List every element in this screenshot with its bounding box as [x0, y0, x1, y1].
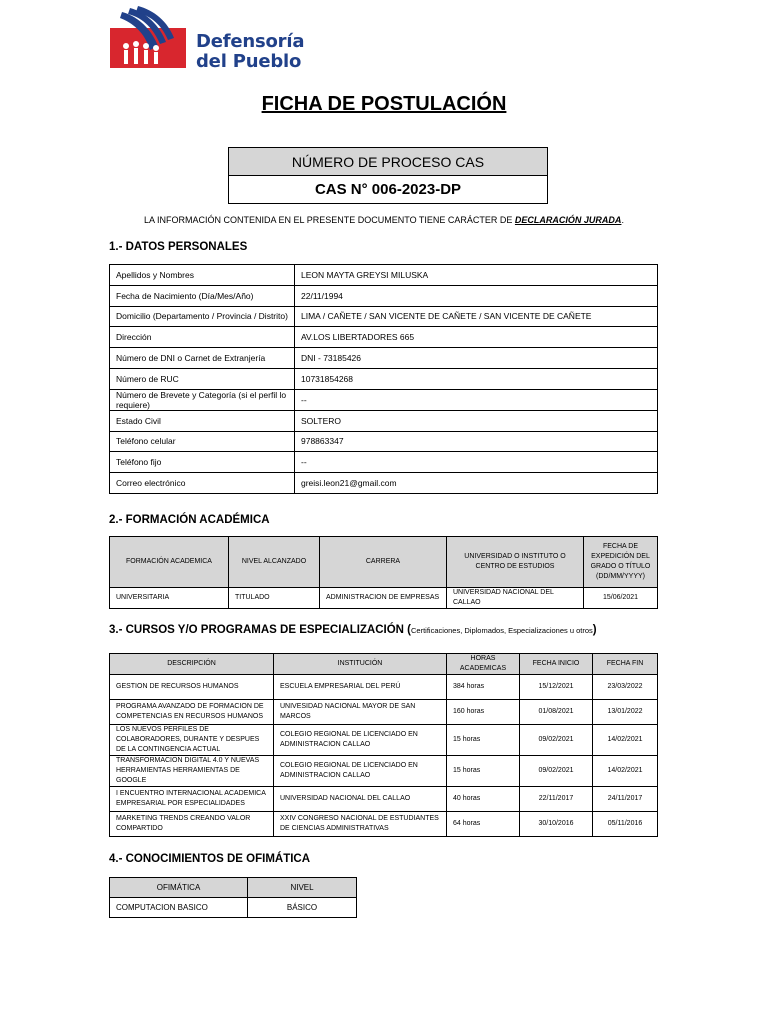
- academic-header: NIVEL ALCANZADO: [229, 537, 320, 588]
- section-courses-heading: 3.- CURSOS Y/O PROGRAMAS DE ESPECIALIZACIÓN (Certificaciones, Diplomados, Especializaciones u otros): [109, 624, 597, 636]
- courses-cell: 01/08/2021: [520, 700, 593, 725]
- academic-header: CARRERA: [320, 537, 447, 588]
- personal-label: Número de DNI o Carnet de Extranjería: [110, 348, 295, 369]
- section-academic-heading: 2.- FORMACIÓN ACADÉMICA: [109, 514, 270, 526]
- table-row: [110, 756, 658, 787]
- academic-table: [109, 536, 658, 609]
- academic-cell: 15/06/2021: [584, 588, 658, 609]
- personal-value: SOLTERO: [295, 410, 658, 431]
- courses-cell: PROGRAMA AVANZADO DE FORMACION DE COMPETENCIAS EN RECURSOS HUMANOS: [110, 700, 274, 725]
- academic-header: UNIVERSIDAD O INSTITUTO O CENTRO DE ESTUDIOS: [447, 537, 584, 588]
- table-row: [110, 368, 658, 389]
- courses-cell: COLEGIO REGIONAL DE LICENCIADO EN ADMINISTRACION CALLAO: [274, 756, 447, 787]
- courses-header: INSTITUCIÓN: [274, 654, 447, 675]
- academic-cell: ADMINISTRACION DE EMPRESAS: [320, 588, 447, 609]
- courses-cell: 30/10/2016: [520, 812, 593, 837]
- table-row: [110, 473, 658, 494]
- table-row: [110, 265, 658, 286]
- courses-cell: COLEGIO REGIONAL DE LICENCIADO EN ADMINISTRACION CALLAO: [274, 725, 447, 756]
- personal-value: DNI - 73185426: [295, 348, 658, 369]
- academic-header: FORMACIÓN ACADEMICA: [110, 537, 229, 588]
- academic-cell: TITULADO: [229, 588, 320, 609]
- courses-cell: 384 horas: [447, 675, 520, 700]
- courses-cell: 23/03/2022: [593, 675, 658, 700]
- process-label: NÚMERO DE PROCESO CAS: [229, 148, 548, 176]
- personal-label: Teléfono celular: [110, 431, 295, 452]
- table-row: [110, 327, 658, 348]
- table-row: [110, 431, 658, 452]
- courses-cell: 13/01/2022: [593, 700, 658, 725]
- courses-cell: 05/11/2016: [593, 812, 658, 837]
- courses-cell: XXIV CONGRESO NACIONAL DE ESTUDIANTES DE CIENCIAS ADMINISTRATIVAS: [274, 812, 447, 837]
- personal-label: Correo electrónico: [110, 473, 295, 494]
- table-row: [110, 725, 658, 756]
- courses-table: [109, 653, 658, 837]
- courses-header: DESCRIPCIÓN: [110, 654, 274, 675]
- courses-header: FECHA FIN: [593, 654, 658, 675]
- table-row: [110, 452, 658, 473]
- courses-cell: 64 horas: [447, 812, 520, 837]
- courses-header: FECHA INICIO: [520, 654, 593, 675]
- courses-cell: MARKETING TRENDS CREANDO VALOR COMPARTIDO: [110, 812, 274, 837]
- courses-cell: 40 horas: [447, 787, 520, 812]
- declaration: LA INFORMACIÓN CONTENIDA EN EL PRESENTE DOCUMENTO TIENE CARÁCTER DE DECLARACIÓN JURADA.: [144, 215, 624, 225]
- logo-line2: del Pueblo: [196, 51, 302, 72]
- office-table: [109, 877, 357, 918]
- personal-label: Fecha de Nacimiento (Día/Mes/Año): [110, 285, 295, 306]
- table-row: [110, 389, 658, 410]
- personal-label: Domicilio (Departamento / Provincia / Distrito): [110, 306, 295, 327]
- personal-label: Estado Civil: [110, 410, 295, 431]
- courses-cell: UNIVESIDAD NACIONAL MAYOR DE SAN MARCOS: [274, 700, 447, 725]
- courses-cell: TRANSFORMACION DIGITAL 4.0 Y NUEVAS HERRAMIENTAS HERRAMIENTAS DE GOOGLE: [110, 756, 274, 787]
- personal-value: 978863347: [295, 431, 658, 452]
- personal-label: Teléfono fijo: [110, 452, 295, 473]
- courses-cell: 15 horas: [447, 725, 520, 756]
- table-row: [110, 285, 658, 306]
- courses-cell: 15 horas: [447, 756, 520, 787]
- courses-cell: GESTION DE RECURSOS HUMANOS: [110, 675, 274, 700]
- logo-line1: Defensoría: [196, 31, 305, 52]
- personal-value: AV.LOS LIBERTADORES 665: [295, 327, 658, 348]
- table-row: [110, 348, 658, 369]
- table-row: [110, 410, 658, 431]
- table-row: [110, 898, 357, 918]
- process-box: [228, 147, 548, 204]
- personal-label: Apellidos y Nombres: [110, 265, 295, 286]
- process-value: CAS N° 006-2023-DP: [229, 176, 548, 204]
- table-row: [110, 588, 658, 609]
- table-row: [110, 675, 658, 700]
- office-cell: BÁSICO: [248, 898, 357, 918]
- personal-value: --: [295, 389, 658, 410]
- courses-cell: UNIVERSIDAD NACIONAL DEL CALLAO: [274, 787, 447, 812]
- table-row: [110, 787, 658, 812]
- section-personal-heading: 1.- DATOS PERSONALES: [109, 241, 248, 253]
- table-row: [110, 306, 658, 327]
- courses-cell: I ENCUENTRO INTERNACIONAL ACADEMICA EMPRESARIAL POR ESPECIALIDADES: [110, 787, 274, 812]
- personal-value: greisi.leon21@gmail.com: [295, 473, 658, 494]
- courses-header: HORAS ACADEMICAS: [447, 654, 520, 675]
- courses-cell: ESCUELA EMPRESARIAL DEL PERÚ: [274, 675, 447, 700]
- table-row: [110, 700, 658, 725]
- personal-value: LEON MAYTA GREYSI MILUSKA: [295, 265, 658, 286]
- personal-value: LIMA / CAÑETE / SAN VICENTE DE CAÑETE / SAN VICENTE DE CAÑETE: [295, 306, 658, 327]
- courses-cell: 14/02/2021: [593, 756, 658, 787]
- section-office-heading: 4.- CONOCIMIENTOS DE OFIMÁTICA: [109, 853, 311, 865]
- table-row: [110, 812, 658, 837]
- personal-label: Número de RUC: [110, 368, 295, 389]
- courses-cell: 24/11/2017: [593, 787, 658, 812]
- personal-value: 10731854268: [295, 368, 658, 389]
- office-header: OFIMÁTICA: [110, 878, 248, 898]
- office-header: NIVEL: [248, 878, 357, 898]
- courses-cell: 22/11/2017: [520, 787, 593, 812]
- logo: [108, 6, 308, 70]
- personal-value: --: [295, 452, 658, 473]
- courses-cell: 160 horas: [447, 700, 520, 725]
- academic-cell: UNIVERSITARIA: [110, 588, 229, 609]
- personal-value: 22/11/1994: [295, 285, 658, 306]
- page-title: FICHA DE POSTULACIÓN: [261, 93, 507, 115]
- academic-cell: UNIVERSIDAD NACIONAL DEL CALLAO: [447, 588, 584, 609]
- personal-table: [109, 264, 658, 494]
- personal-label: Dirección: [110, 327, 295, 348]
- courses-cell: 14/02/2021: [593, 725, 658, 756]
- courses-cell: 15/12/2021: [520, 675, 593, 700]
- personal-label: Número de Brevete y Categoría (si el perfil lo requiere): [110, 389, 295, 410]
- office-cell: COMPUTACION BASICO: [110, 898, 248, 918]
- courses-cell: 09/02/2021: [520, 756, 593, 787]
- courses-cell: 09/02/2021: [520, 725, 593, 756]
- logo-emblem-icon: [108, 6, 188, 68]
- courses-cell: LOS NUEVOS PERFILES DE COLABORADORES, DURANTE Y DESPUES DE LA CONTINGENCIA ACTUAL: [110, 725, 274, 756]
- academic-header: FECHA DE EXPEDICIÓN DEL GRADO O TÍTULO (DD/MM/YYYY): [584, 537, 658, 588]
